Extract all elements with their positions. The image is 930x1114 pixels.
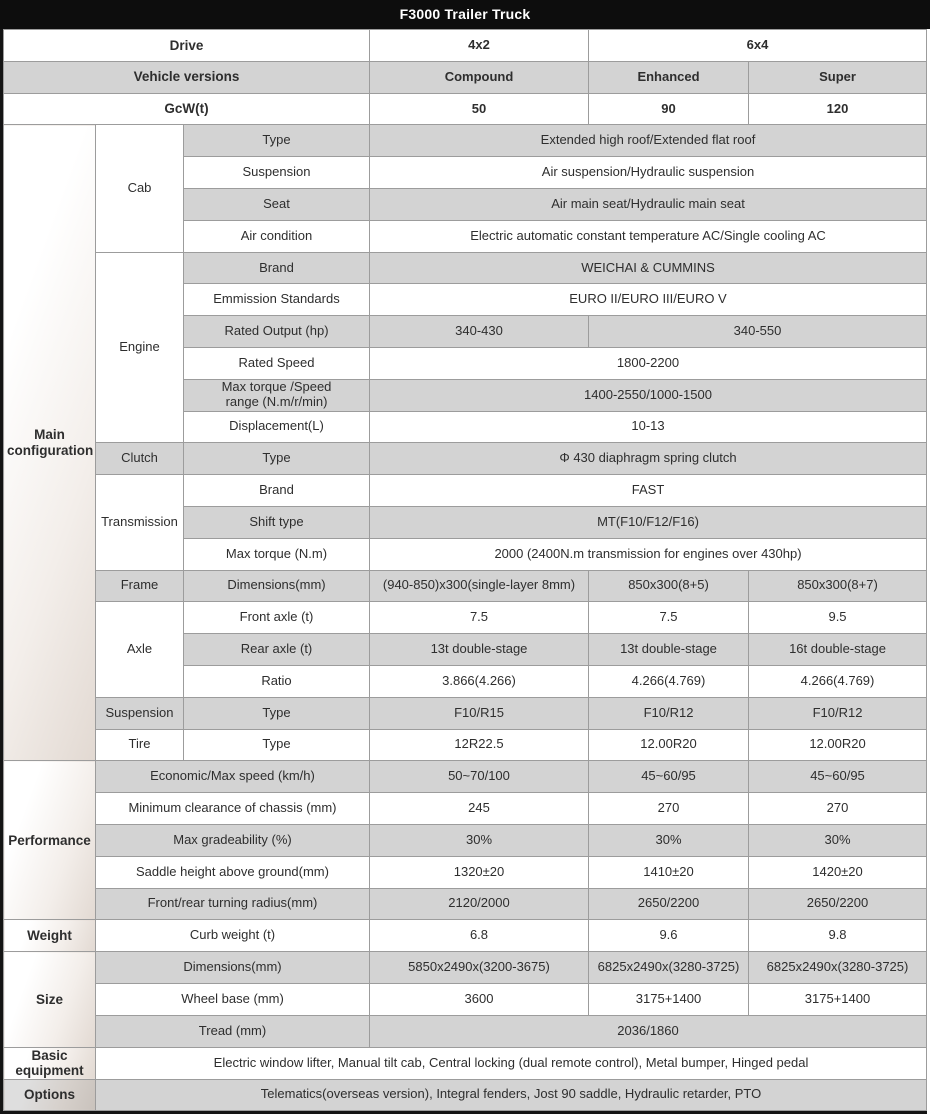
value-cell: 4.266(4.769) [749,665,927,697]
size-wheelbase-row [4,983,927,1015]
group-main-configuration: Main configuration [4,125,96,761]
value-cell: WEICHAI & CUMMINS [370,252,927,284]
tire-row [4,729,927,761]
value-cell: 340-430 [370,316,589,348]
param-cell: Rated Speed [184,347,370,379]
value-cell: 2650/2200 [749,888,927,920]
subgroup-suspension: Suspension [96,697,184,729]
versions-row [4,61,927,93]
param-cell: Seat [184,188,370,220]
value-cell: 9.5 [749,602,927,634]
versions-label: Vehicle versions [4,61,370,93]
size-dimensions-row [4,952,927,984]
param-cell: Shift type [184,506,370,538]
value-cell: 270 [589,793,749,825]
spec-table [3,29,927,1111]
value-cell: Extended high roof/Extended flat roof [370,125,927,157]
version-compound: Compound [370,61,589,93]
value-cell: (940-850)x300(single-layer 8mm) [370,570,589,602]
gcw-row [4,93,927,125]
axle-front-row [4,602,927,634]
param-cell: Curb weight (t) [96,920,370,952]
value-cell: 245 [370,793,589,825]
performance-clearance-row [4,793,927,825]
subgroup-cab: Cab [96,125,184,252]
value-cell: Telematics(overseas version), Integral fenders, Jost 90 saddle, Hydraulic retarder, PTO [96,1079,927,1111]
param-cell: Max torque (N.m) [184,538,370,570]
drive-value-6x4: 6x4 [589,30,927,62]
value-cell: 50~70/100 [370,761,589,793]
value-cell: EURO II/EURO III/EURO V [370,284,927,316]
subgroup-engine: Engine [96,252,184,443]
value-cell: Air main seat/Hydraulic main seat [370,188,927,220]
value-cell: 2120/2000 [370,888,589,920]
cab-type-row [4,125,927,157]
param-cell: Tread (mm) [96,1015,370,1047]
value-cell: 45~60/95 [749,761,927,793]
table-title: F3000 Trailer Truck [0,0,930,29]
performance-saddle-row [4,856,927,888]
param-cell: Air condition [184,220,370,252]
value-cell: 2650/2200 [589,888,749,920]
param-cell: Rear axle (t) [184,634,370,666]
weight-row [4,920,927,952]
value-cell: 4.266(4.769) [589,665,749,697]
value-cell: Electric window lifter, Manual tilt cab, Central locking (dual remote control), Metal bumper, Hinged pedal [96,1047,927,1079]
subgroup-clutch: Clutch [96,443,184,475]
param-cell: Emmission Standards [184,284,370,316]
gcw-value-1: 50 [370,93,589,125]
gcw-label: GcW(t) [4,93,370,125]
value-cell: F10/R15 [370,697,589,729]
value-cell: Electric automatic constant temperature AC/Single cooling AC [370,220,927,252]
value-cell: 9.6 [589,920,749,952]
value-cell: 7.5 [370,602,589,634]
param-cell: Type [184,729,370,761]
value-cell: 6825x2490x(3280-3725) [589,952,749,984]
group-size: Size [4,952,96,1047]
param-cell: Dimensions(mm) [184,570,370,602]
size-tread-row [4,1015,927,1047]
param-cell: Front/rear turning radius(mm) [96,888,370,920]
value-cell: 1420±20 [749,856,927,888]
value-cell: 5850x2490x(3200-3675) [370,952,589,984]
value-cell: 1800-2200 [370,347,927,379]
value-cell: 13t double-stage [589,634,749,666]
value-cell: 340-550 [589,316,927,348]
param-cell: Brand [184,475,370,507]
param-cell: Wheel base (mm) [96,983,370,1015]
value-cell: 3175+1400 [589,983,749,1015]
param-cell: Displacement(L) [184,411,370,443]
param-cell: Minimum clearance of chassis (mm) [96,793,370,825]
param-cell: Type [184,125,370,157]
param-cell: Ratio [184,665,370,697]
value-cell: F10/R12 [589,697,749,729]
performance-speed-row [4,761,927,793]
value-cell: 13t double-stage [370,634,589,666]
param-cell: Type [184,697,370,729]
version-super: Super [749,61,927,93]
value-cell: 2036/1860 [370,1015,927,1047]
transmission-brand-row [4,475,927,507]
value-cell: 30% [589,824,749,856]
clutch-row [4,443,927,475]
performance-gradeability-row [4,824,927,856]
value-cell: 16t double-stage [749,634,927,666]
param-cell: Economic/Max speed (km/h) [96,761,370,793]
param-cell: Saddle height above ground(mm) [96,856,370,888]
value-cell: 6825x2490x(3280-3725) [749,952,927,984]
group-performance: Performance [4,761,96,920]
value-cell: 10-13 [370,411,927,443]
group-options: Options [4,1079,96,1111]
value-cell: 30% [370,824,589,856]
value-cell: 1400-2550/1000-1500 [370,379,927,411]
value-cell: F10/R12 [749,697,927,729]
value-cell: 12.00R20 [749,729,927,761]
value-cell: 1410±20 [589,856,749,888]
subgroup-axle: Axle [96,602,184,697]
value-cell: 7.5 [589,602,749,634]
drive-value-4x2: 4x2 [370,30,589,62]
gcw-value-3: 120 [749,93,927,125]
param-cell: Max gradeability (%) [96,824,370,856]
param-cell: Type [184,443,370,475]
param-cell: Max torque /Speed range (N.m/r/min) [184,379,370,411]
gcw-value-2: 90 [589,93,749,125]
value-cell: 12R22.5 [370,729,589,761]
value-cell: Φ 430 diaphragm spring clutch [370,443,927,475]
version-enhanced: Enhanced [589,61,749,93]
value-cell: 9.8 [749,920,927,952]
param-cell: Front axle (t) [184,602,370,634]
drive-label: Drive [4,30,370,62]
group-basic-equipment: Basic equipment [4,1047,96,1079]
value-cell: 850x300(8+5) [589,570,749,602]
engine-brand-row [4,252,927,284]
value-cell: 6.8 [370,920,589,952]
value-cell: 30% [749,824,927,856]
suspension-row [4,697,927,729]
basic-equipment-row [4,1047,927,1079]
subgroup-tire: Tire [96,729,184,761]
group-weight: Weight [4,920,96,952]
value-cell: 2000 (2400N.m transmission for engines over 430hp) [370,538,927,570]
value-cell: 3175+1400 [749,983,927,1015]
value-cell: 45~60/95 [589,761,749,793]
value-cell: 3600 [370,983,589,1015]
drive-row [4,30,927,62]
param-cell: Rated Output (hp) [184,316,370,348]
value-cell: MT(F10/F12/F16) [370,506,927,538]
subgroup-frame: Frame [96,570,184,602]
frame-row [4,570,927,602]
value-cell: 3.866(4.266) [370,665,589,697]
param-cell: Dimensions(mm) [96,952,370,984]
value-cell: FAST [370,475,927,507]
value-cell: 270 [749,793,927,825]
value-cell: Air suspension/Hydraulic suspension [370,157,927,189]
value-cell: 850x300(8+7) [749,570,927,602]
param-cell: Brand [184,252,370,284]
value-cell: 12.00R20 [589,729,749,761]
param-cell: Suspension [184,157,370,189]
performance-turning-row [4,888,927,920]
value-cell: 1320±20 [370,856,589,888]
options-row [4,1079,927,1111]
subgroup-transmission: Transmission [96,475,184,570]
spec-table-wrapper [0,29,927,1114]
